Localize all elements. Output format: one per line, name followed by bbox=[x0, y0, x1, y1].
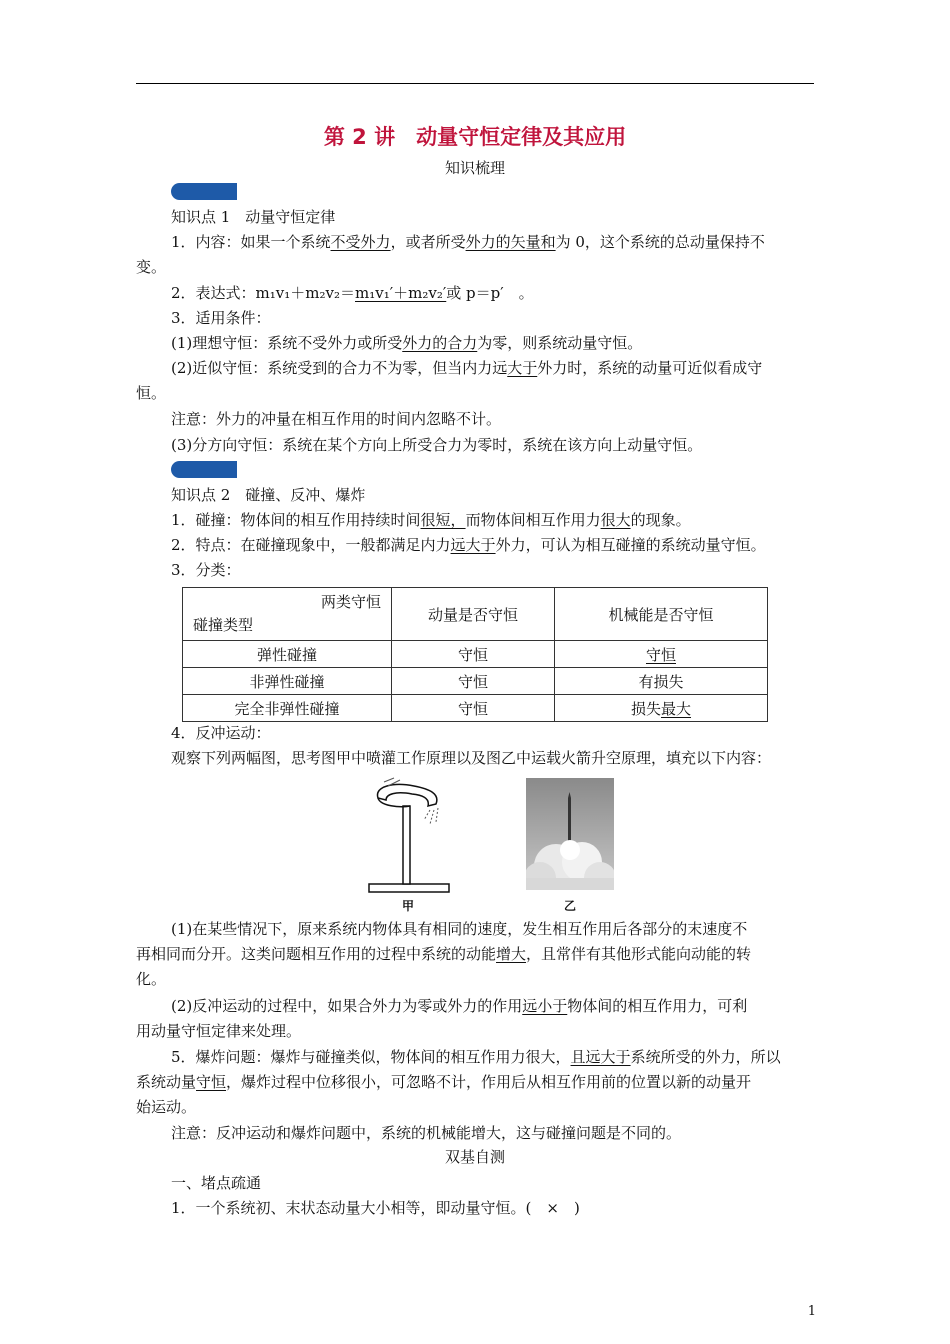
section-tag-1 bbox=[171, 183, 237, 200]
recoil-p1-line3: 化。 bbox=[136, 970, 167, 988]
cell-momentum: 守恒 bbox=[392, 668, 555, 695]
section-tag-2 bbox=[171, 461, 237, 478]
recoil-p1-line1: (1)在某些情况下，原来系统内物体具有相同的速度，发生相互作用后各部分的末速度不 bbox=[171, 920, 748, 938]
kp2-classify: 3．分类： bbox=[171, 561, 241, 579]
cell-type: 完全非弹性碰撞 bbox=[183, 695, 392, 722]
recoil-p2-line1: (2)反冲运动的过程中，如果合外力为零或外力的作用远小于物体间的相互作用力，可利 bbox=[171, 997, 748, 1015]
cell-momentum: 守恒 bbox=[392, 641, 555, 668]
section-heading-zhishi: 知识梳理 bbox=[444, 159, 505, 177]
header-rule bbox=[136, 83, 814, 84]
figure-label-a: 甲 bbox=[402, 899, 415, 913]
explosion-line1: 5．爆炸问题：爆炸与碰撞类似，物体间的相互作用力很大，且远大于系统所受的外力，所以 bbox=[171, 1048, 781, 1066]
table-header-row bbox=[183, 588, 768, 641]
diag-header-bottom: 碰撞类型 bbox=[193, 616, 254, 634]
recoil-p2-line2: 用动量守恒定律来处理。 bbox=[136, 1022, 302, 1040]
cell-energy: 有损失 bbox=[555, 668, 768, 695]
rocket-photo bbox=[526, 778, 614, 890]
kp1-direction: (3)分方向守恒：系统在某个方向上所受合力为零时，系统在该方向上动量守恒。 bbox=[171, 436, 703, 454]
kp1-ideal: (1)理想守恒：系统不受外力或所受外力的合力为零，则系统动量守恒。 bbox=[171, 334, 643, 352]
table-row bbox=[183, 641, 768, 668]
kp2-observe: 观察下列两幅图，思考图甲中喷灌工作原理以及图乙中运载火箭升空原理，填充以下内容： bbox=[171, 749, 772, 767]
sprinkler-figure bbox=[364, 776, 454, 896]
kp1-approx-1: (2)近似守恒：系统受到的合力不为零，但当内力远大于外力时，系统的动量可近似看成守 bbox=[171, 359, 763, 377]
cell-energy: 守恒 bbox=[555, 641, 768, 668]
kp1-note: 注意：外力的冲量在相互作用的时间内忽略不计。 bbox=[171, 410, 502, 428]
header-energy: 机械能是否守恒 bbox=[555, 588, 768, 641]
question-1: 1．一个系统初、末状态动量大小相等，即动量守恒。( × ) bbox=[171, 1199, 580, 1217]
explosion-note: 注意：反冲运动和爆炸问题中，系统的机械能增大，这与碰撞问题是不同的。 bbox=[171, 1124, 682, 1142]
kp2-recoil: 4．反冲运动： bbox=[171, 724, 271, 742]
page-title: 第 2 讲 动量守恒定律及其应用 bbox=[323, 125, 627, 149]
diagonal-header-cell bbox=[183, 588, 392, 641]
recoil-p1-line2: 再相同而分开。这类问题相互作用的过程中系统的动能增大，且常伴有其他形式能向动能的转 bbox=[136, 945, 752, 963]
table-row bbox=[183, 695, 768, 722]
subsection-heading: 一、堵点疏通 bbox=[171, 1174, 262, 1192]
diag-header-top: 两类守恒 bbox=[320, 593, 381, 611]
header-momentum: 动量是否守恒 bbox=[392, 588, 555, 641]
kp2-collision: 1．碰撞：物体间的相互作用持续时间很短，而物体间相互作用力很大的现象。 bbox=[171, 511, 691, 529]
kp1-content-line-1: 1．内容：如果一个系统不受外力，或者所受外力的矢量和为 0，这个系统的总动量保持不 bbox=[171, 233, 765, 251]
cell-momentum: 守恒 bbox=[392, 695, 555, 722]
collision-table bbox=[182, 587, 768, 722]
kp1-expression: 2．表达式：m₁v₁＋m₂v₂＝m₁v₁′＋m₂v₂′或 p＝p′ 。 bbox=[171, 284, 534, 302]
explosion-line2: 系统动量守恒，爆炸过程中位移很小，可忽略不计，作用后从相互作用前的位置以新的动量开 bbox=[136, 1073, 752, 1091]
kp2-feature: 2．特点：在碰撞现象中，一般都满足内力远大于外力，可认为相互碰撞的系统动量守恒。 bbox=[171, 536, 766, 554]
section-heading-shuangji: 双基自测 bbox=[444, 1148, 505, 1166]
cell-type: 非弹性碰撞 bbox=[183, 668, 392, 695]
kp1-heading: 知识点 1 动量守恒定律 bbox=[171, 208, 336, 226]
kp1-content-line-2: 变。 bbox=[136, 258, 167, 276]
kp1-approx-2: 恒。 bbox=[136, 384, 167, 402]
table-row bbox=[183, 668, 768, 695]
kp2-heading: 知识点 2 碰撞、反冲、爆炸 bbox=[171, 486, 366, 504]
cell-type: 弹性碰撞 bbox=[183, 641, 392, 668]
kp1-conditions: 3．适用条件： bbox=[171, 309, 271, 327]
figure-label-b: 乙 bbox=[564, 899, 577, 913]
page-number: 1 bbox=[807, 1304, 816, 1319]
cell-energy: 损失最大 bbox=[555, 695, 768, 722]
explosion-line3: 始运动。 bbox=[136, 1098, 197, 1116]
